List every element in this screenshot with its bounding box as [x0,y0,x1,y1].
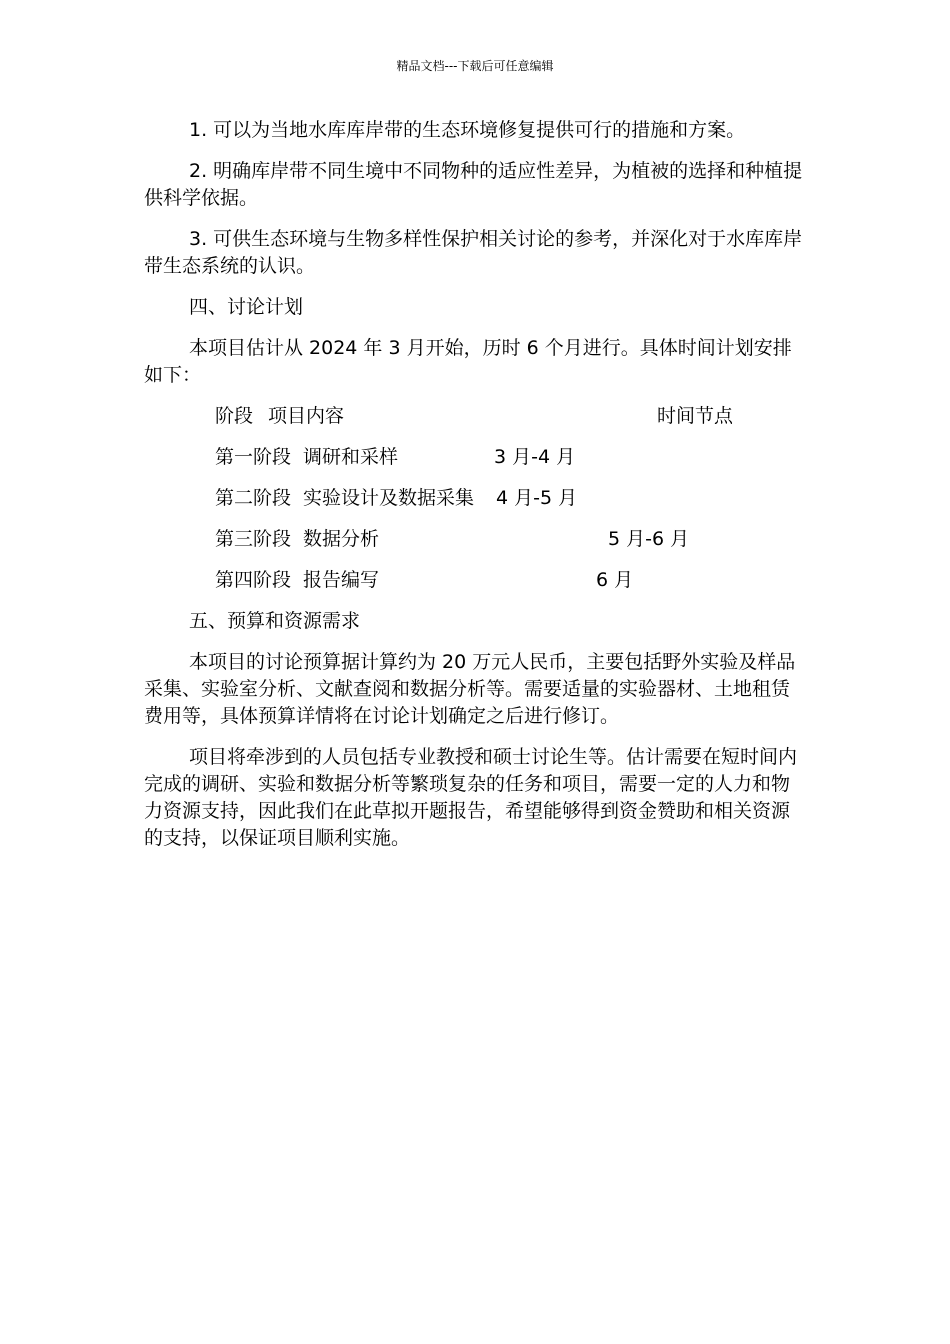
schedule-content: 调研和采样 [303,446,399,468]
schedule-content: 实验设计及数据采集 [303,487,475,509]
schedule-header-time: 时间节点 [657,405,734,427]
schedule-stage: 第一阶段 [215,446,292,468]
budget-paragraph: 本项目的讨论预算据计算约为 20 万元人民币，主要包括野外实验及样品采集、实验室分析、文献查阅和数据分析等。需要适量的实验器材、土地租赁费用等，具体预算详情将在讨论计划确定之后进行修订。 [144,651,796,727]
schedule-row [144,444,808,471]
schedule-content: 报告编写 [303,569,380,591]
schedule-header-content: 项目内容 [268,405,345,427]
schedule-header-stage: 阶段 [215,405,254,427]
personnel-paragraph: 项目将牵涉到的人员包括专业教授和硕士讨论生等。估计需要在短时间内完成的调研、实验和数据分析等繁琐复杂的任务和项目，需要一定的人力和物力资源支持，因此我们在此草拟开题报告，希望能够得到资金赞助和相关资源的支持，以保证项目顺利实施。 [144,746,798,849]
outcome-item-2: 2. 明确库岸带不同生境中不同物种的适应性差异，为植被的选择和种植提供科学依据。 [144,160,803,209]
schedule-content: 数据分析 [303,528,380,550]
schedule-time: 6 月 [596,569,634,591]
outcome-item-3: 3. 可供生态环境与生物多样性保护相关讨论的参考，并深化对于水库库岸带生态系统的认识。 [144,228,803,277]
schedule-row [144,526,808,553]
page-header: 精品文档---下载后可任意编辑 [396,59,554,73]
schedule-stage: 第四阶段 [215,569,292,591]
schedule-time: 5 月-6 月 [608,528,690,550]
schedule-stage: 第二阶段 [215,487,292,509]
schedule-stage: 第三阶段 [215,528,292,550]
schedule-header-row [144,403,808,430]
document-body [144,117,808,866]
schedule-row [144,567,808,594]
schedule-time: 4 月-5 月 [496,487,578,509]
section-title-plan: 四、讨论计划 [189,296,304,318]
schedule-table [144,403,808,594]
schedule-time: 3 月-4 月 [494,446,576,468]
section-title-budget: 五、预算和资源需求 [189,610,361,632]
schedule-row [144,485,808,512]
plan-intro: 本项目估计从 2024 年 3 月开始，历时 6 个月进行。具体时间计划安排如下： [144,337,792,386]
outcome-item-1: 1. 可以为当地水库库岸带的生态环境修复提供可行的措施和方案。 [189,119,746,141]
